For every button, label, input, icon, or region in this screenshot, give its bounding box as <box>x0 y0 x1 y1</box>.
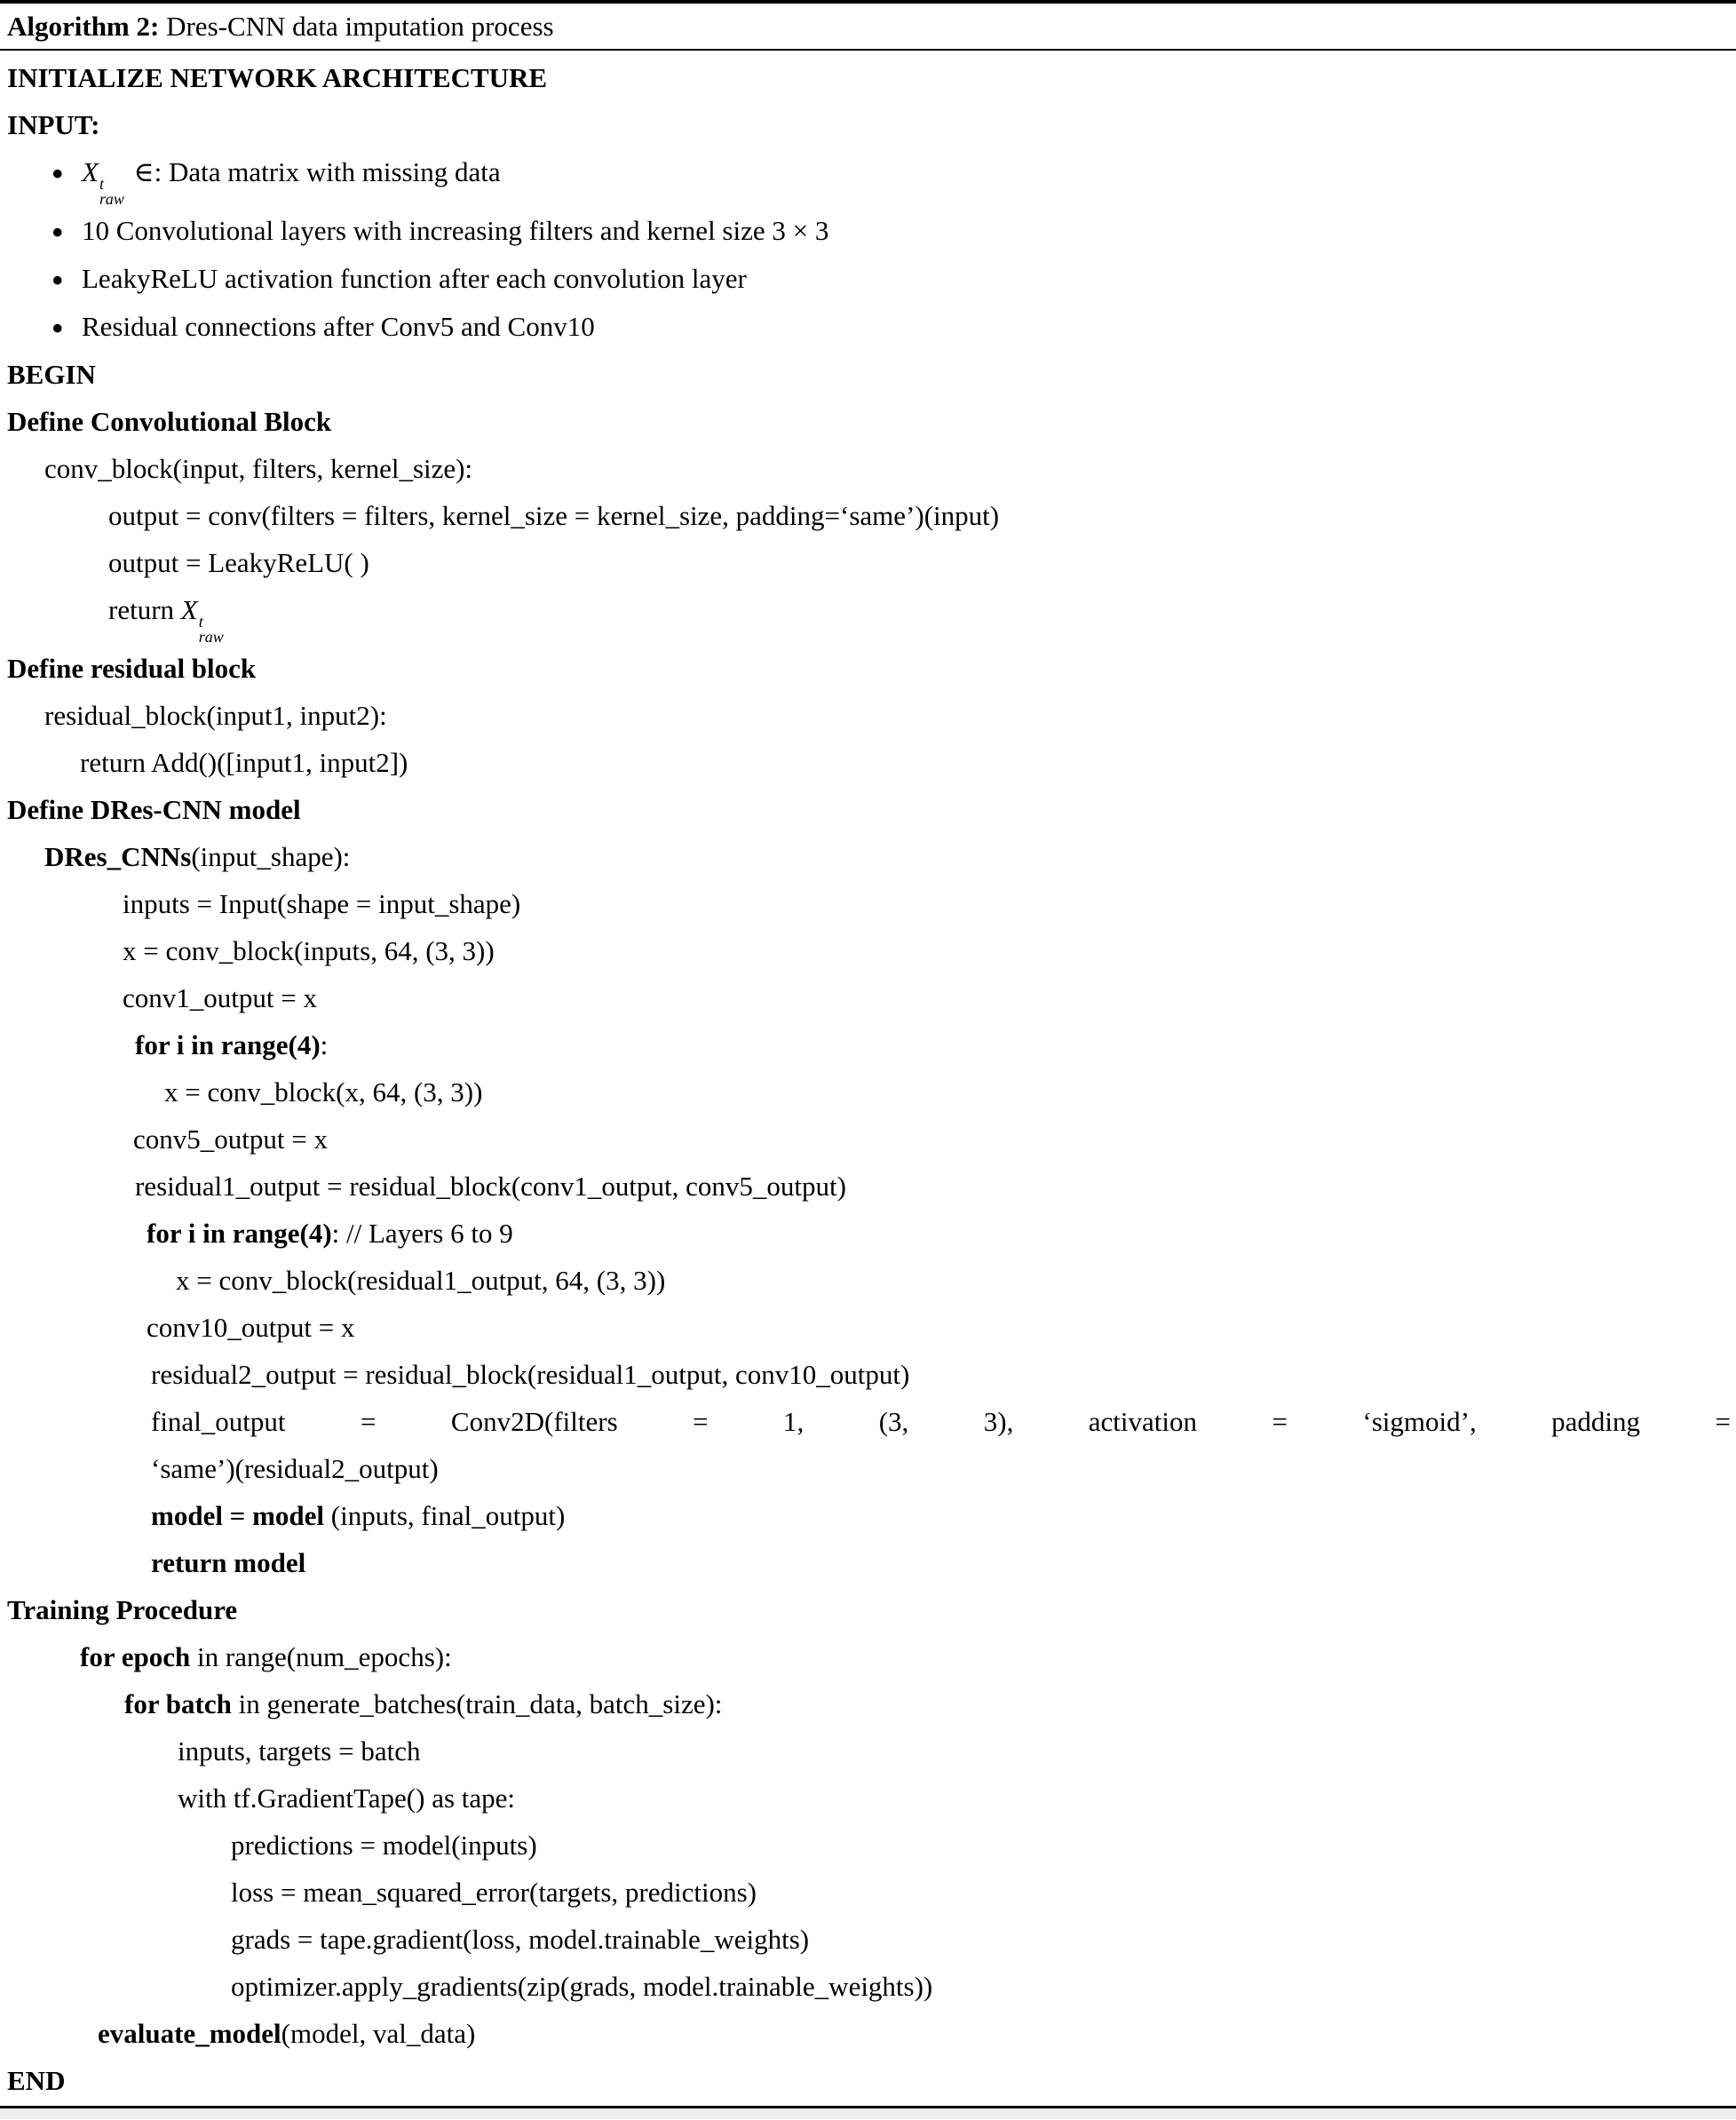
code-line <box>0 1163 1736 1210</box>
code-line <box>0 1916 1736 1963</box>
code-line <box>0 645 1736 692</box>
code-text: conv_block(input, filters, kernel_size): <box>44 453 473 485</box>
code-line <box>0 927 1736 974</box>
code-text: : // Layers 6 to 9 <box>331 1218 513 1250</box>
code-text: DRes_CNNs <box>44 841 192 873</box>
code-text: x = conv_block(inputs, 64, (3, 3)) <box>123 935 495 967</box>
code-line <box>0 539 1736 586</box>
code-text: in range(num_epochs): <box>190 1641 452 1673</box>
code-text: in generate_batches(train_data, batch_size): <box>231 1688 723 1720</box>
code-line <box>0 2057 1736 2104</box>
code-text: loss = mean_squared_error(targets, predictions) <box>231 1877 757 1909</box>
code-line <box>0 1257 1736 1304</box>
code-text: conv1_output = x <box>123 982 317 1014</box>
code-text: final_output = Conv2D(filters = 1, (3, 3), activation = ‘sigmoid’, padding = <box>151 1406 1731 1438</box>
code-line <box>0 586 1736 645</box>
code-line <box>0 101 1736 148</box>
code-line <box>0 1680 1736 1727</box>
bullet-icon: ● <box>52 316 64 339</box>
code-text: residual2_output = residual_block(residual1_output, conv10_output) <box>151 1359 910 1391</box>
code-text: for i in range(4) <box>135 1029 321 1061</box>
code-text: return Add()([input1, input2]) <box>80 747 408 779</box>
code-line <box>0 1210 1736 1257</box>
algorithm-header <box>0 0 1736 51</box>
code-line <box>0 148 1736 207</box>
code-text: ∈: Data matrix with missing data <box>126 156 501 187</box>
code-text: for i in range(4) <box>147 1218 332 1250</box>
algorithm-label: Algorithm 2: <box>7 11 160 42</box>
code-text: Training Procedure <box>7 1594 238 1626</box>
code-text: Define Convolutional Block <box>7 406 332 438</box>
math-variable: X t raw <box>82 156 124 209</box>
code-text: x = conv_block(x, 64, (3, 3)) <box>164 1076 483 1108</box>
code-line <box>0 303 1736 351</box>
code-text: INPUT: <box>7 109 100 140</box>
code-text: conv5_output = x <box>133 1124 328 1155</box>
code-line <box>0 445 1736 492</box>
code-text: return model <box>151 1547 306 1579</box>
code-text: inputs, targets = batch <box>178 1735 421 1767</box>
code-line <box>0 1068 1736 1116</box>
code-line <box>0 54 1736 101</box>
code-text: evaluate_model <box>98 2018 281 2050</box>
code-text: output = conv(filters = filters, kernel_size = kernel_size, padding=‘same’)(input) <box>108 500 1000 532</box>
code-line <box>0 255 1736 303</box>
code-text: 10 Convolutional layers with increasing filters and kernel size 3 × 3 <box>82 215 829 247</box>
code-text: END <box>7 2065 66 2097</box>
code-line <box>0 492 1736 539</box>
code-line <box>0 1775 1736 1822</box>
code-text: : <box>320 1029 329 1061</box>
code-line <box>0 1727 1736 1775</box>
code-line <box>0 207 1736 255</box>
code-text: (inputs, final_output) <box>324 1500 566 1532</box>
bullet-icon: ● <box>52 268 64 291</box>
code-line <box>0 974 1736 1021</box>
code-text: for batch <box>124 1688 232 1720</box>
code-text: residual_block(input1, input2): <box>44 700 387 732</box>
code-text: Residual connections after Conv5 and Conv10 <box>82 311 595 343</box>
code-line <box>0 1398 1736 1445</box>
bullet-icon: ● <box>52 220 64 243</box>
code-text: output = LeakyReLU( ) <box>108 547 369 579</box>
code-text: optimizer.apply_gradients(zip(grads, model.trainable_weights)) <box>231 1971 933 2003</box>
code-line <box>0 1869 1736 1916</box>
code-text: grads = tape.gradient(loss, model.trainable_weights) <box>231 1924 810 1956</box>
code-line <box>0 1304 1736 1351</box>
code-text: predictions = model(inputs) <box>231 1830 537 1862</box>
code-line <box>0 692 1736 739</box>
bottom-strip <box>0 2108 1736 2119</box>
math-variable: X t raw <box>180 594 224 647</box>
code-line <box>0 398 1736 445</box>
code-line <box>0 1351 1736 1398</box>
code-text: x = conv_block(residual1_output, 64, (3, 3)) <box>176 1265 666 1297</box>
code-text: (input_shape): <box>191 841 351 873</box>
code-line <box>0 1586 1736 1633</box>
code-line <box>0 1492 1736 1539</box>
code-text: LeakyReLU activation function after each convolution layer <box>82 263 747 295</box>
code-line <box>0 2010 1736 2057</box>
code-line <box>0 1116 1736 1163</box>
code-line <box>0 1963 1736 2010</box>
code-line <box>0 1822 1736 1869</box>
code-line <box>0 833 1736 880</box>
code-text: model = model <box>151 1500 325 1532</box>
code-text: for epoch <box>80 1641 191 1673</box>
code-text: conv10_output = x <box>147 1312 355 1344</box>
code-line <box>0 739 1736 786</box>
code-text: return <box>108 594 181 626</box>
code-line <box>0 351 1736 398</box>
code-text: with tf.GradientTape() as tape: <box>178 1783 516 1814</box>
code-text: (model, val_data) <box>281 2018 476 2050</box>
bullet-icon: ● <box>52 162 64 184</box>
code-line <box>0 786 1736 833</box>
code-text: BEGIN <box>7 359 96 391</box>
code-text: Define residual block <box>7 653 257 685</box>
code-line <box>0 1445 1736 1492</box>
code-line <box>0 880 1736 927</box>
code-line <box>0 1021 1736 1068</box>
algorithm-body <box>0 51 1736 2108</box>
code-line <box>0 1539 1736 1586</box>
code-text: INITIALIZE NETWORK ARCHITECTURE <box>7 62 548 93</box>
algorithm-title: Dres-CNN data imputation process <box>159 11 554 42</box>
code-text: ‘same’)(residual2_output) <box>151 1453 439 1485</box>
code-line <box>0 1633 1736 1680</box>
code-text: Define DRes-CNN model <box>7 794 301 826</box>
code-text: residual1_output = residual_block(conv1_output, conv5_output) <box>135 1171 846 1203</box>
code-text: inputs = Input(shape = input_shape) <box>123 888 521 920</box>
